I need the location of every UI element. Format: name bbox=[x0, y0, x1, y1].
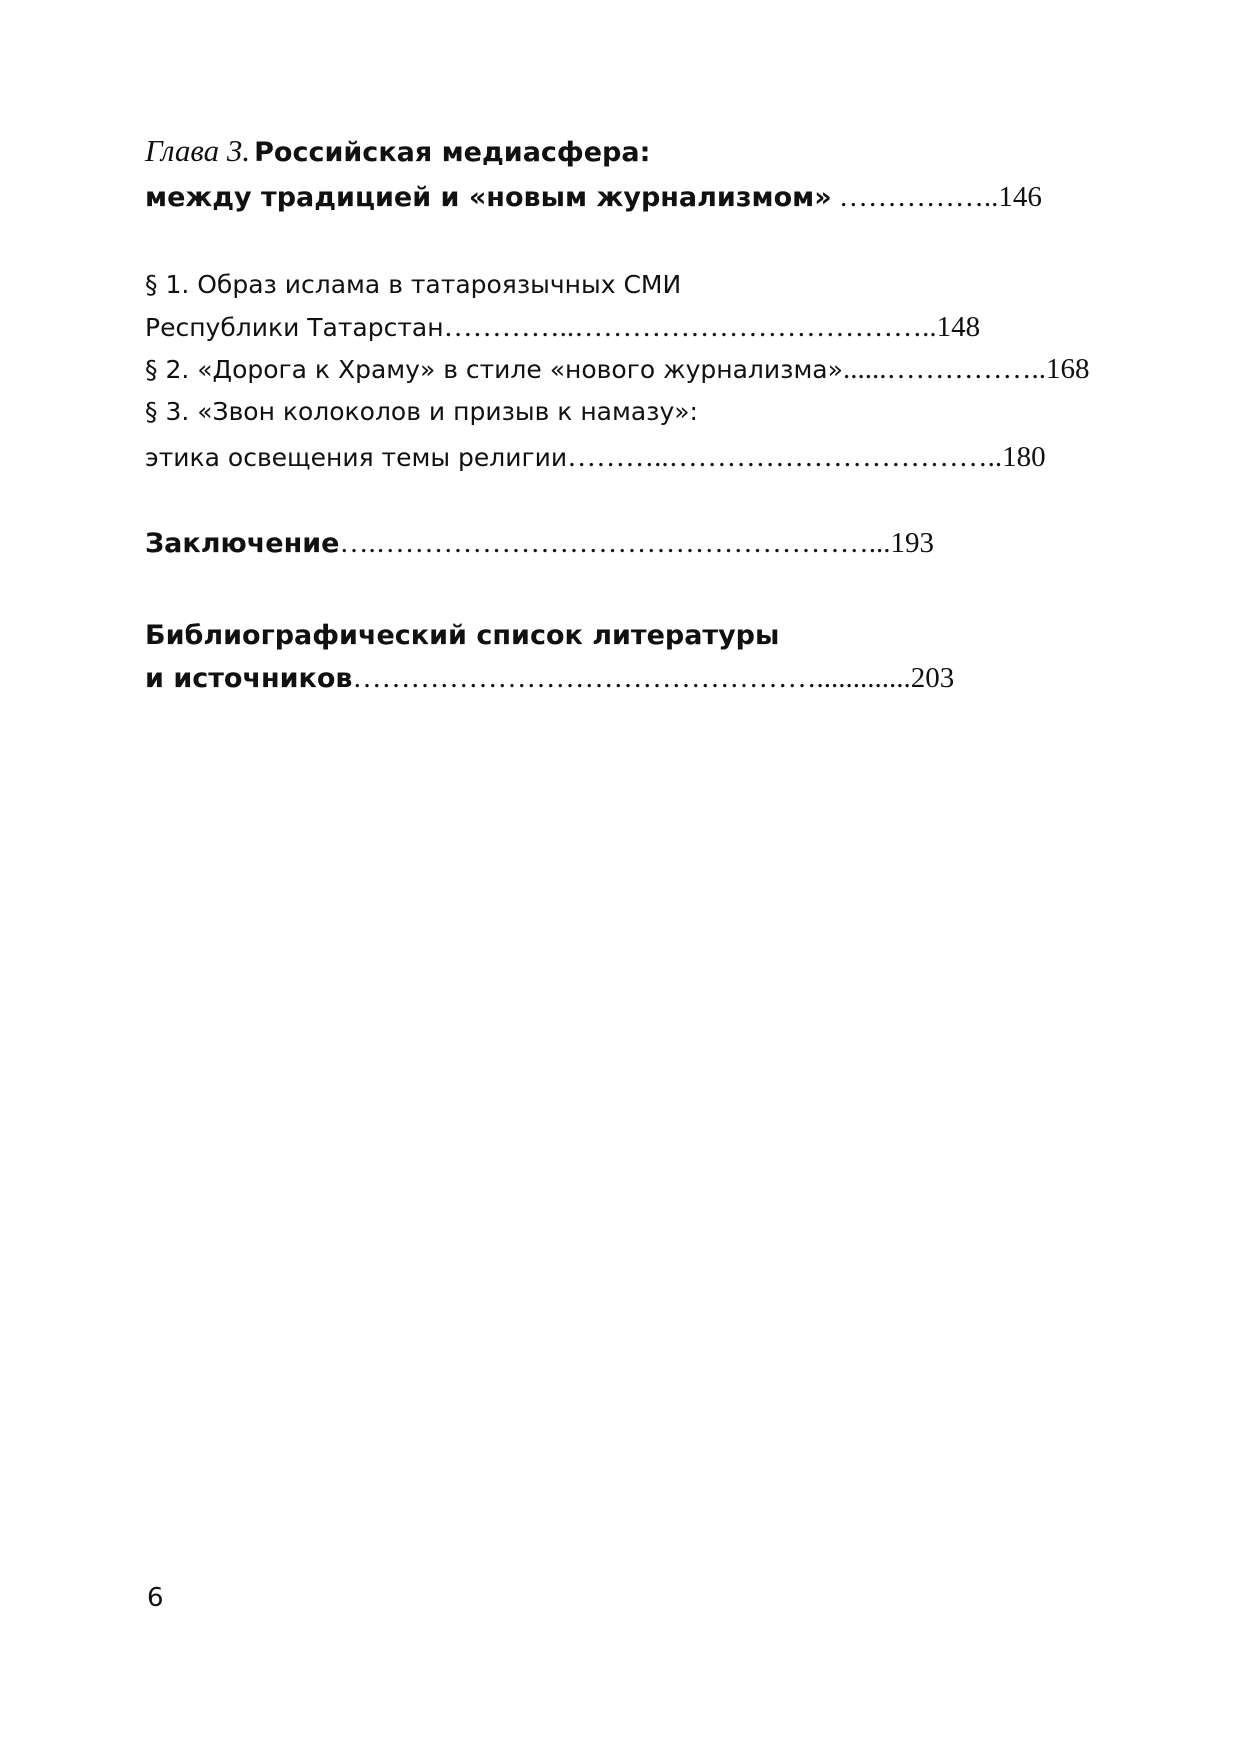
bibliography-title-line1: Библиографический список литературы bbox=[145, 620, 780, 651]
section-3-line2 bbox=[145, 443, 1046, 472]
section-2-line1 bbox=[145, 355, 1089, 384]
chapter-3-heading-line1 bbox=[145, 135, 650, 166]
section-2-page-number: 168 bbox=[1045, 353, 1090, 385]
bibliography-leader-dots: …………………………………………............. bbox=[352, 662, 911, 694]
conclusion-title: Заключение bbox=[145, 528, 340, 559]
section-1-title-cont: Республики Татарстан bbox=[145, 313, 444, 342]
chapter-3-heading-line2 bbox=[145, 183, 1042, 212]
section-3-title-cont: этика освещения темы религии bbox=[145, 443, 568, 472]
section-3-leader-dots: ………..…………………………….. bbox=[567, 441, 1003, 473]
chapter-page-number: 146 bbox=[998, 181, 1042, 213]
bibliography-title-line2: и источников bbox=[145, 663, 353, 694]
conclusion-page-number: 193 bbox=[890, 527, 934, 559]
chapter-title-line1: Российская медиасфера: bbox=[254, 137, 651, 168]
section-1-title: § 1. Образ ислама в татароязычных СМИ bbox=[145, 270, 682, 299]
section-2-title: § 2. «Дорога к Храму» в стиле «нового журнализма» bbox=[145, 355, 843, 384]
chapter-leader-dots: …………….. bbox=[831, 181, 999, 213]
conclusion-line bbox=[145, 529, 934, 558]
section-1-leader-dots: …………..……………………………….. bbox=[443, 311, 937, 343]
page-folio: 6 bbox=[147, 1583, 164, 1613]
section-1-page-number: 148 bbox=[936, 311, 981, 343]
conclusion-leader-dots: ….……………………………………………... bbox=[339, 527, 891, 559]
section-3-line1 bbox=[145, 399, 698, 424]
bibliography-line2 bbox=[145, 664, 954, 693]
section-3-page-number: 180 bbox=[1002, 441, 1046, 473]
section-1-line2 bbox=[145, 313, 980, 342]
bibliography-page-number: 203 bbox=[910, 662, 955, 694]
section-2-leader-dots: ......…………….. bbox=[842, 353, 1046, 385]
chapter-prefix: Глава 3. bbox=[145, 133, 251, 168]
section-3-title: § 3. «Звон колоколов и призыв к намазу»: bbox=[145, 397, 698, 426]
chapter-title-line2: между традицией и «новым журнализмом» bbox=[145, 182, 832, 213]
section-1-line1 bbox=[145, 272, 681, 297]
bibliography-line1 bbox=[145, 622, 779, 649]
